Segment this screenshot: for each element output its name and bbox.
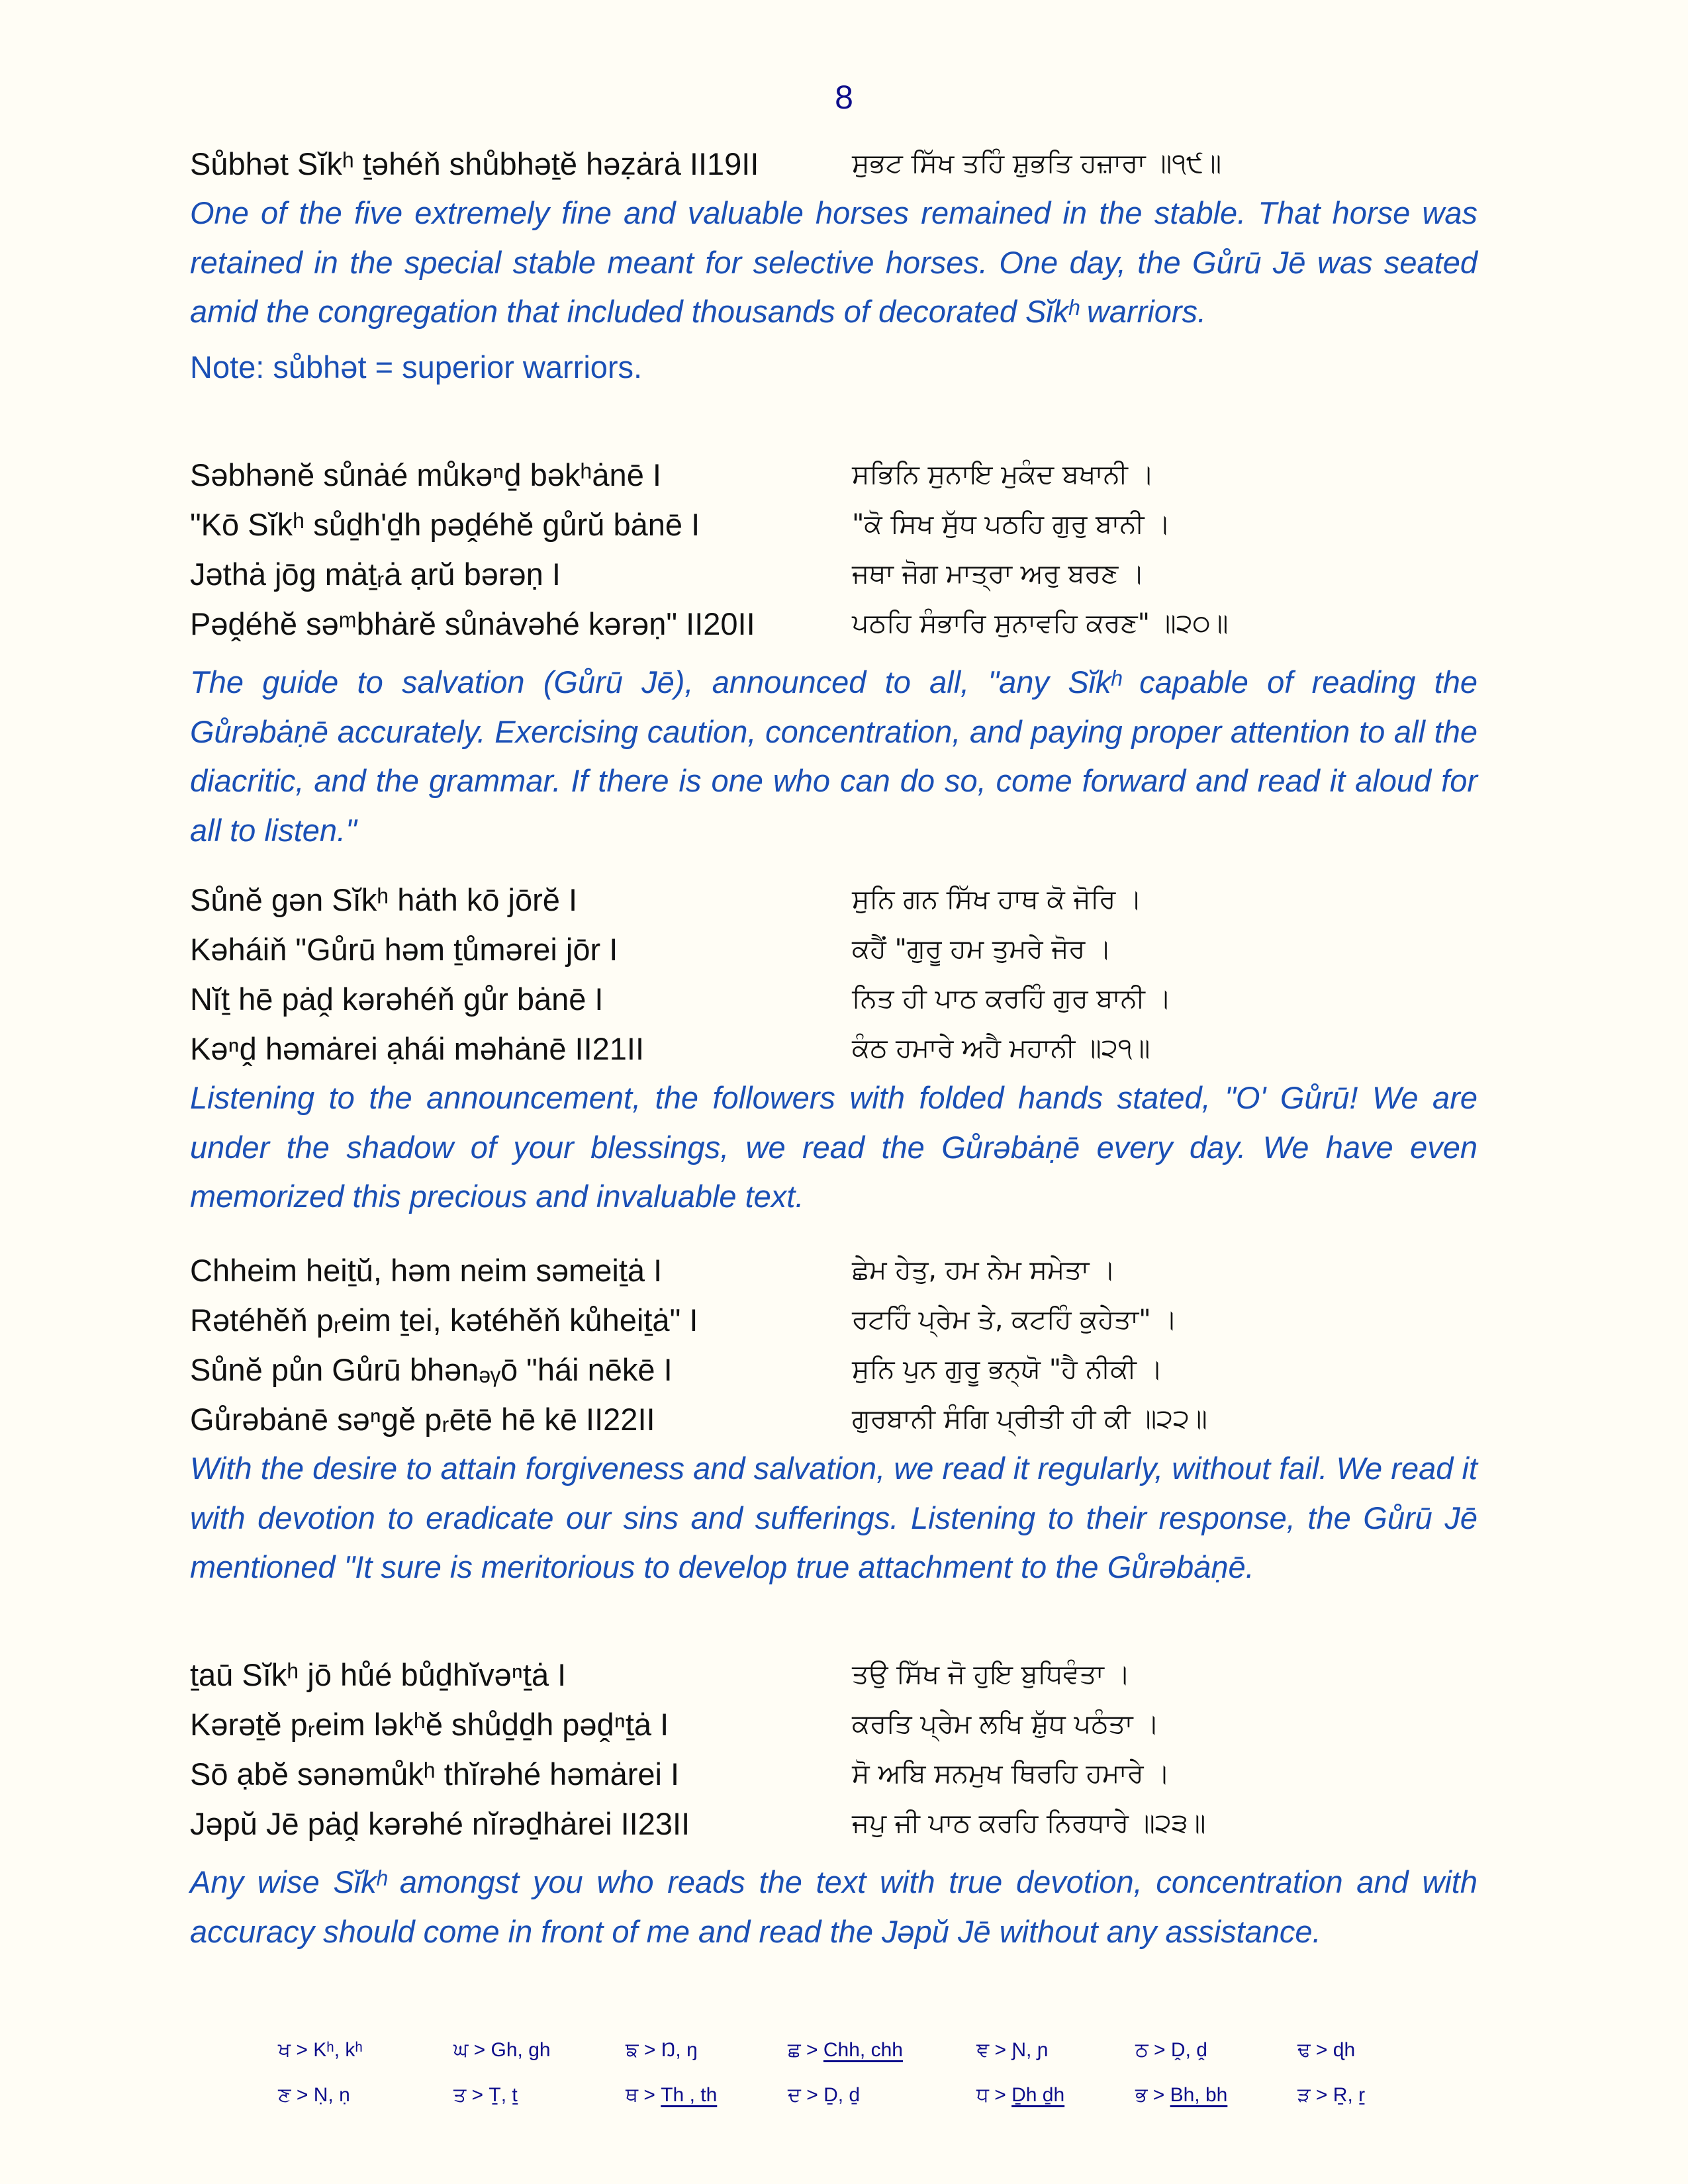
- verse-line: [190, 974, 1477, 1024]
- verse-line: [190, 549, 1477, 599]
- verse-roman: Sůnĕ gən Sĭkʰ hȧth kō jōrĕ I: [190, 882, 577, 917]
- verse-line: [190, 139, 1477, 189]
- verse-gurmukhi: ਪਠਹਿ ਸੰਭਾਰਿ ਸੁਨਾਵਹਿ ਕਰਣ" ॥੨੦॥: [852, 608, 1229, 639]
- verse-gurmukhi: ਛੇਮ ਹੇਤੁ, ਹਮ ਨੇਮ ਸਮੇਤਾ ।: [852, 1255, 1116, 1285]
- verse-line: [190, 1024, 1477, 1073]
- verse-roman: Nĭṯ hē pȧḓ kərəhéň gůr bȧnē I: [190, 981, 604, 1017]
- verse-line: [190, 1650, 1477, 1700]
- legend-entry: ਖ > Kʰ, kʰ: [278, 2038, 363, 2062]
- legend-entry: ਞ > Ɲ, ɲ: [976, 2038, 1049, 2062]
- stanza-19: [190, 139, 1477, 392]
- verse-roman: Kəháiň "Gůrū həm ṯůmərei jōr I: [190, 932, 618, 967]
- verse-roman: Pəḓéhĕ səᵐbhȧrĕ sůnȧvəhé kərəṇ" II20II: [190, 606, 755, 641]
- verse-roman: Rətéhĕň pᵣeim ṯei, kətéhĕň kůheiṯȧ" I: [190, 1302, 698, 1338]
- verse-roman: Kərəṯĕ pᵣeim ləkʰĕ shůḏḏh pəḓⁿṯȧ I: [190, 1707, 669, 1742]
- verse-gurmukhi: ਕਰਤਿ ਪ੍ਰੇਮ ਲਖਿ ਸ਼ੁੱਧ ਪਠੰਤਾ ।: [852, 1709, 1160, 1739]
- verse-gurmukhi: ਤਉ ਸਿੱਖ ਜੋ ਹੁਇ ਬੁਧਿਵੰਤਾ ।: [852, 1659, 1131, 1690]
- transliteration-legend: [278, 2028, 1403, 2118]
- verse-gurmukhi: ਸਭਿਨਿ ਸੁਨਾਇ ਮੁਕੰਦ ਬਖਾਨੀ ।: [852, 459, 1154, 490]
- verse-line: [190, 875, 1477, 925]
- legend-entry: ਙ > Ŋ, ŋ: [626, 2038, 698, 2062]
- verse-line: [190, 1246, 1477, 1295]
- legend-entry: ਦ > Ḏ, ḏ: [788, 2083, 861, 2107]
- verse-line: [190, 1799, 1477, 1848]
- translation-paragraph: Any wise Sĭkʰ amongst you who reads the text with true devotion, concentration and with accuracy should come in front of me and read the Jəpŭ Jē without any assistance.: [190, 1864, 1477, 1949]
- legend-entry: ਘ > Gh, gh: [453, 2038, 551, 2062]
- translation-paragraph: Listening to the announcement, the followers with folded hands stated, "O' Gůrū! We are under the shadow of your blessings, we read the Gůrəbȧṇē every day. We have even memorized this precious and invaluable text.: [190, 1080, 1477, 1214]
- verse-gurmukhi: ਸੁਭਟ ਸਿੱਖ ਤਹਿੰ ਸ਼ੁਭਤਿ ਹਜ਼ਾਰਾ ॥੧੯॥: [852, 148, 1222, 179]
- legend-entry: ਧ > Ḏh ḏh: [976, 2083, 1065, 2107]
- legend-entry: ਤ > Ṯ, ṯ: [453, 2083, 518, 2107]
- verse-line: [190, 1295, 1477, 1345]
- verse-gurmukhi: ਰਟਹਿੰ ਪ੍ਰੇਮ ਤੇ, ਕਟਹਿੰ ਕੁਹੇਤਾ" ।: [852, 1304, 1178, 1335]
- verse-roman: Sůnĕ půn Gůrū bhənₔᵧō "hái nēkē I: [190, 1352, 673, 1387]
- translation-paragraph: One of the five extremely fine and valuable horses remained in the stable. That horse was retained in the special stable meant for selective horses. One day, the Gůrū Jē was seated amid the congregation that included thousands of decorated Sĭkʰ warriors.: [190, 195, 1477, 329]
- verse-roman: Kəⁿḓ həmȧrei ạhái məhȧnē II21II: [190, 1031, 645, 1066]
- legend-row: [278, 2073, 1403, 2118]
- stanza-23: [190, 1650, 1477, 1956]
- stanza-21: [190, 875, 1477, 1222]
- verse-gurmukhi: ਸੁਨਿ ਗਨ ਸਿੱਖ ਹਾਥ ਕੋ ਜੋਰਿ ।: [852, 884, 1142, 915]
- stanza-22: [190, 1246, 1477, 1592]
- legend-entry: ਢ > ɖh: [1297, 2038, 1356, 2062]
- verse-roman: Gůrəbȧnē səⁿgĕ pᵣētē hē kē II22II: [190, 1402, 655, 1437]
- legend-entry: ਭ > Bh, bh: [1135, 2083, 1228, 2107]
- translation-paragraph: With the desire to attain forgiveness and salvation, we read it regularly, without fail. We read it with devotion to eradicate our sins and sufferings. Listening to their response, the Gůrū Jē mentioned "It sure is meritorious to develop true attachment to the Gůrəbȧṇē.: [190, 1451, 1477, 1584]
- verse-line: [190, 1749, 1477, 1799]
- verse-gurmukhi: ਗੁਰਬਾਨੀ ਸੰਗਿ ਪ੍ਰੀਤੀ ਹੀ ਕੀ ॥੨੨॥: [852, 1404, 1207, 1434]
- verse-line: [190, 450, 1477, 500]
- legend-entry: ਥ > Th , th: [626, 2083, 718, 2107]
- translation-paragraph: The guide to salvation (Gůrū Jē), announced to all, "any Sĭkʰ capable of reading the Gůrəbȧṇē accurately. Exercising caution, concentration, and paying proper attention to all the diacritic, and the grammar. If there is one who can do so, come forward and read it aloud for all to listen.": [190, 664, 1477, 848]
- verse-gurmukhi: "ਕੋ ਸਿਖ ਸੁੱਧ ਪਠਹਿ ਗੁਰੁ ਬਾਨੀ ।: [852, 509, 1171, 539]
- verse-line: [190, 1700, 1477, 1749]
- verse-roman: Sůbhət Sĭkʰ ṯəhéň shůbhəṯĕ həẓȧrȧ II19II: [190, 146, 759, 181]
- verse-gurmukhi: ਜਪੁ ਜੀ ਪਾਠ ਕਰਹਿ ਨਿਰਧਾਰੇ ॥੨੩॥: [852, 1808, 1206, 1839]
- legend-entry: ੜ > Ṟ, ṟ: [1297, 2083, 1366, 2107]
- note: Note: sůbhət = superior warriors.: [190, 349, 643, 385]
- verse-gurmukhi: ਸੁਨਿ ਪੁਨ ਗੁਰੂ ਭਨ੍ਯੋ "ਹੈ ਨੀਕੀ ।: [852, 1354, 1163, 1385]
- page-number: 8: [835, 79, 853, 116]
- verse-roman: Sō ạbĕ sənəmůkʰ thĭrəhé həmȧrei I: [190, 1756, 680, 1792]
- legend-entry: ਣ > Ṇ, ṇ: [278, 2083, 350, 2107]
- verse-roman: Chheim heiṯŭ, həm neim səmeiṯȧ I: [190, 1253, 663, 1288]
- verse-roman: Jəthȧ jōg mȧṯᵣȧ ạrŭ bərəṇ I: [190, 557, 561, 592]
- verse-roman: Səbhənĕ sůnȧé můkəⁿḏ bəkʰȧnē I: [190, 457, 661, 492]
- verse-line: [190, 1345, 1477, 1394]
- stanza-20: [190, 450, 1477, 855]
- verse-roman: Jəpŭ Jē pȧḓ kərəhé nĭrəḏhȧrei II23II: [190, 1806, 690, 1841]
- verse-gurmukhi: ਜਥਾ ਜੋਗ ਮਾਤ੍ਰਾ ਅਰੁ ਬਰਣ ।: [852, 559, 1145, 589]
- verse-line: [190, 500, 1477, 549]
- verse-line: [190, 1394, 1477, 1444]
- verse-gurmukhi: ਕੰਠ ਹਮਾਰੇ ਅਹੈ ਮਹਾਨੀ ॥੨੧॥: [852, 1033, 1150, 1064]
- legend-entry: ਛ > Chh, chh: [788, 2038, 903, 2062]
- verse-line: [190, 599, 1477, 649]
- verse-gurmukhi: ਕਹੈਂ "ਗੁਰੂ ਹਮ ਤੁਮਰੇ ਜੋਰ ।: [852, 934, 1111, 964]
- legend-row: [278, 2028, 1403, 2073]
- verse-roman: ṯaū Sĭkʰ jō hůé bůḏhĭvəⁿṯȧ I: [190, 1657, 567, 1692]
- verse-gurmukhi: ਨਿਤ ਹੀ ਪਾਠ ਕਰਹਿੰ ਗੁਰ ਬਾਨੀ ।: [852, 983, 1172, 1014]
- verse-line: [190, 925, 1477, 974]
- verse-roman: "Kō Sĭkʰ sůḏh'ḏh pəḓéhĕ gůrŭ bȧnē I: [190, 507, 700, 542]
- verse-gurmukhi: ਸੋ ਅਬਿ ਸਨਮੁਖ ਥਿਰਹਿ ਹਮਾਰੇ ।: [852, 1758, 1170, 1789]
- legend-entry: ਠ > Ḓ, ḓ: [1135, 2038, 1207, 2062]
